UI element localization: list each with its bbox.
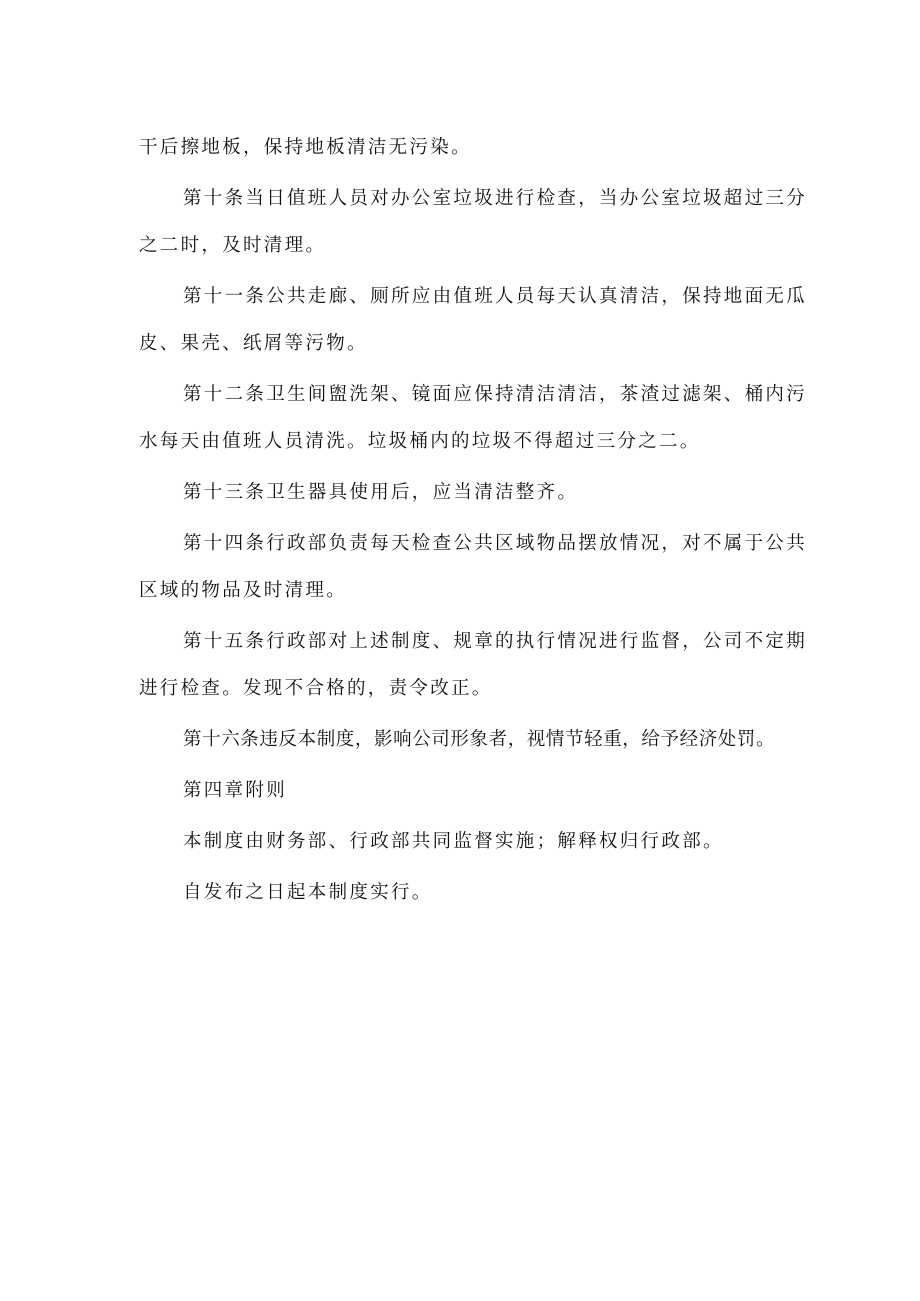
article-15: [139, 618, 808, 712]
article-12: [139, 371, 808, 465]
text-line: 干后擦地板，保持地板清洁无污染。: [139, 137, 472, 158]
text-line: 本制度由财务部、行政部共同监督实施；解释权归行政部。: [183, 831, 724, 852]
article-14: [139, 520, 808, 614]
article-10: [139, 175, 808, 269]
document-body: [139, 124, 808, 916]
text-line: 第十六条违反本制度，影响公司形象者，视情节轻重，给予经济处罚。: [183, 729, 776, 750]
text-line: 第十三条卫生器具使用后，应当清洁整齐。: [183, 482, 579, 503]
article-16: [139, 716, 787, 763]
chapter-4-heading: [139, 767, 787, 814]
text-line: 水每天由值班人员清洗。垃圾桶内的垃圾不得超过三分之二。: [139, 431, 701, 452]
text-line: 进行检查。发现不合格的，责令改正。: [139, 678, 493, 699]
text-line: 之二时，及时清理。: [139, 235, 327, 256]
text-line: 皮、果壳、纸屑等污物。: [139, 333, 368, 354]
text-line: 第十二条卫生间盥洗架、镜面应保持清洁清洁，茶渣过滤架、桶内污: [183, 384, 808, 405]
text-line: 自发布之日起本制度实行。: [183, 882, 433, 903]
supplementary-clause: [139, 818, 787, 865]
text-line: 区域的物品及时清理。: [139, 580, 348, 601]
article-11: [139, 273, 808, 367]
text-line: 第四章附则: [183, 780, 288, 801]
effective-date-clause: [139, 869, 787, 916]
text-line: 第十四条行政部负责每天检查公共区域物品摆放情况，对不属于公共: [183, 533, 808, 554]
article-13: [139, 469, 787, 516]
text-line: 第十一条公共走廊、厕所应由值班人员每天认真清洁，保持地面无瓜: [183, 286, 808, 307]
text-line: 第十条当日值班人员对办公室垃圾进行检查，当办公室垃圾超过三分: [183, 188, 808, 209]
paragraph-continuation: [139, 124, 787, 171]
text-line: 第十五条行政部对上述制度、规章的执行情况进行监督，公司不定期: [183, 631, 808, 652]
